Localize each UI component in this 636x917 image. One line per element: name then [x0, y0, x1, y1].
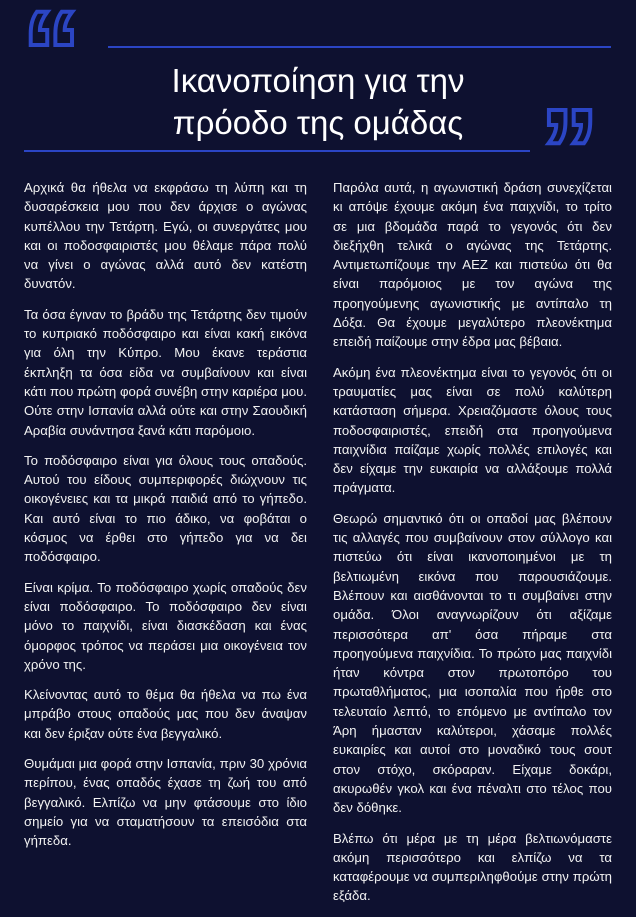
title-line-1: Ικανοποίηση για την	[171, 62, 465, 99]
paragraph: Θεωρώ σημαντικό ότι οι οπαδοί μας βλέπουν τις αλλαγές που συμβαίνουν στον σύλλογο και πιστεύω ότι είναι ικανοποιημένοι με τη βελτιωμένη εικόνα που παρουσιάζουμε. Βλέπουν και αισθάνονται το τι συμβαίνει στην ομάδα. Όλοι αναγνωρίζουν ότι αξίζαμε περισσότερα απ' όσα πήραμε στα προηγούμενα παιχνίδια. Το πρώτο μας παιχνίδι ήταν κόντρα στον πρωτοπόρο του πρωταθλήματος, μια ισοπαλία που ήρθε στο τελευταίο λεπτό, το επόμενο με αντίπαλο τον Άρη ήμασταν καλύτεροι, χάσαμε πολλές ευκαιρίες και αυτοί στο μοναδικό τους σουτ στον στόχο, σκόραραν. Είχαμε δοκάρι, ακυρωθέν γκολ και ένα πέναλτι στο τέλος που δεν δόθηκε.	[333, 510, 612, 816]
paragraph: Κλείνοντας αυτό το θέμα θα ήθελα να πω ένα μπράβο στους οπαδούς μας που δεν άναψαν και δεν έριξαν ούτε ένα βεγγαλικό.	[24, 687, 307, 741]
paragraph: Παρόλα αυτά, η αγωνιστική δράση συνεχίζεται κι απόψε έχουμε ακόμη ένα παιχνίδι, το τρίτο σε μια βδομάδα παρά το γεγονός ότι δεν διεξήχθη τελικά ο αγώνας της Τετάρτης. Αντιμετωπίζουμε την ΑΕΖ και πιστεύω ότι θα είναι παρόμοιος με τον αγώνα της προηγούμενης αγωνιστικής με αντίπαλο τη Δόξα. Θα έχουμε μεγαλύτερο πλεονέκτημα επειδή παίζουμε στην έδρα μας βέβαια.	[333, 180, 612, 350]
paragraph: Τα όσα έγιναν το βράδυ της Τετάρτης δεν τιμούν το κυπριακό ποδόσφαιρο και είναι κακή εικόνα για όλη την Κύπρο. Μου έκανε τεράστια έκπληξη τα όσα είδα να συμβαίνουν και είναι κάτι που πρώτη φορά συνέβη στην καριέρα μου. Ούτε στην Ισπανία αλλά ούτε και στην Σαουδική Αραβία συνάντησα ξανά κάτι παρόμοιο.	[24, 306, 307, 438]
top-divider-line	[108, 46, 611, 48]
article-title	[108, 60, 528, 144]
opening-quote-mark-icon: “	[22, 0, 73, 119]
paragraph: Βλέπω ότι μέρα με τη μέρα βελτιωνόμαστε ακόμη περισσότερο και ελπίζω να τα καταφέρουμε να συμπεριληφθούμε στην πρώτη εξάδα.	[333, 830, 612, 904]
paragraph: Θυμάμαι μια φορά στην Ισπανία, πριν 30 χρόνια περίπου, ένας οπαδός έχασε τη ζωή του από βεγγαλικό. Ελπίζω να μην φτάσουμε στο ίδιο σημείο για να σταματήσουν τα επεισόδια στα γήπεδα.	[24, 756, 307, 849]
bottom-divider-line	[24, 150, 530, 152]
paragraph: Είναι κρίμα. Το ποδόσφαιρο χωρίς οπαδούς δεν είναι ποδόσφαιρο. Το ποδόσφαιρο δεν είναι μόνο το παιχνίδι, είναι διασκέδαση και ένας όμορφος τρόπος να περάσει μια οικογένεια τον χρόνο της.	[24, 579, 307, 672]
closing-quote-mark-icon: ”	[540, 85, 591, 217]
left-text-column	[24, 178, 307, 862]
paragraph: Αρχικά θα ήθελα να εκφράσω τη λύπη και τη δυσαρέσκεια μου που δεν άρχισε ο αγώνας κυπέλλου την Τετάρτη. Εγώ, οι συνεργάτες μου και οι ποδοσφαιριστές μου θέλαμε πάρα πολύ να γίνει ο αγώνας αλλά αυτό δεν κατέστη δυνατόν.	[24, 180, 307, 292]
title-line-2: πρόοδο της ομάδας	[172, 104, 464, 141]
paragraph: Το ποδόσφαιρο είναι για όλους τους οπαδούς. Αυτού του είδους συμπεριφορές διώχνουν τις οικογένειες και τα μικρά παιδιά από το γήπεδο. Και αυτό είναι το πιο άδικο, να φοβάται ο κόσμος να έρθει στο γήπεδο για να δει ποδόσφαιρο.	[24, 452, 307, 565]
right-text-column	[333, 178, 612, 917]
paragraph: Ακόμη ένα πλεονέκτημα είναι το γεγονός ότι οι τραυματίες μας είναι σε πολύ καλύτερη κατάσταση σήμερα. Χρειαζόμαστε όλους τους ποδοσφαιριστές, επειδή στα προηγούμενα παιχνίδια παίζαμε χωρίς πολλές επιλογές και δεν είχαμε την ευκαιρία να αλλάξουμε πολλά πράγματα.	[333, 364, 612, 496]
